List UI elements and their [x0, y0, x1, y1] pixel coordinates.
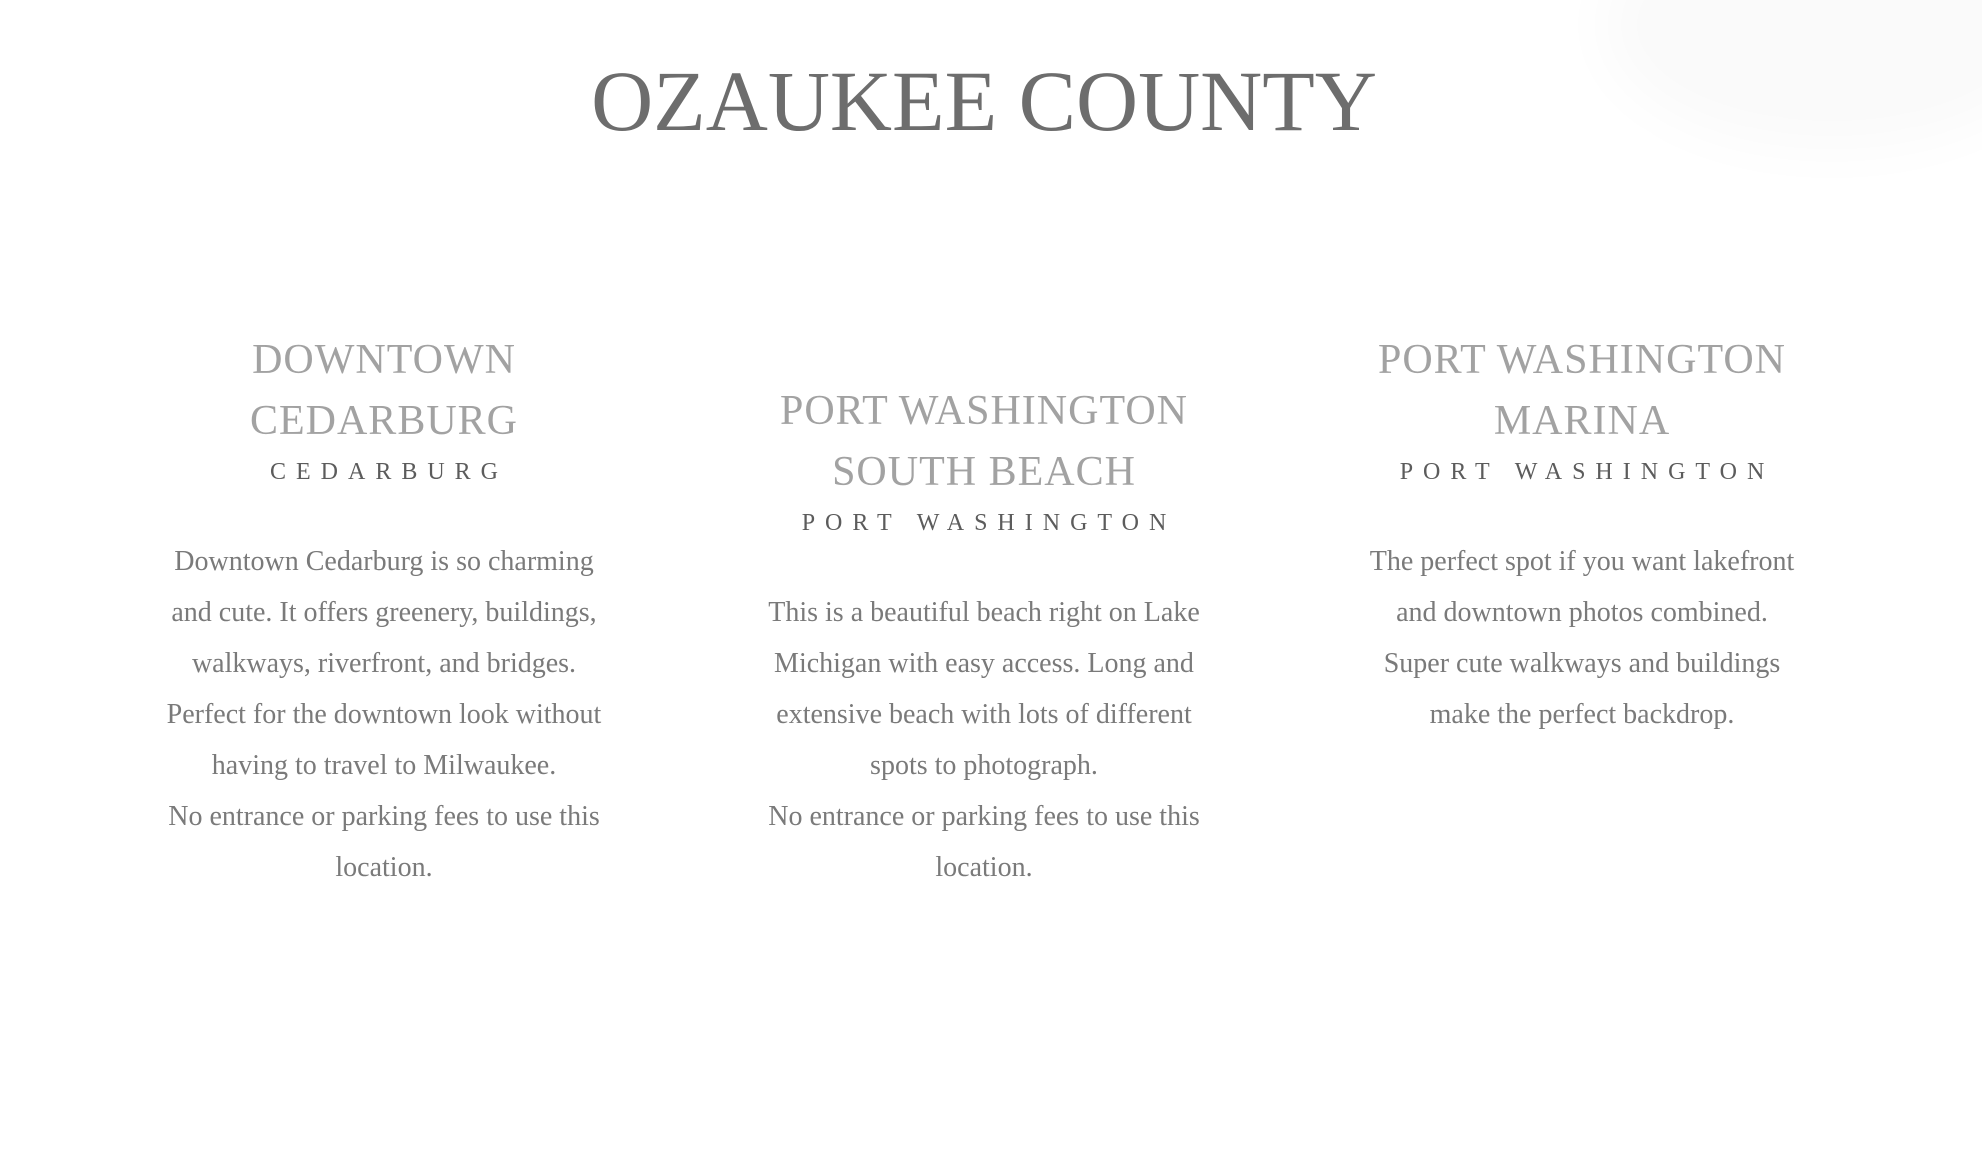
description-paragraph: This is a beautiful beach right on Lake Michigan with easy access. Long and extensive beach with lots of different spots to photograph. — [768, 597, 1200, 781]
location-description — [164, 536, 604, 893]
description-paragraph: No entrance or parking fees to use this location. — [168, 801, 600, 883]
location-name-line1: DOWNTOWN — [252, 337, 516, 383]
location-city: PORT WASHINGTON — [1399, 459, 1775, 485]
location-name — [149, 330, 619, 452]
location-card-downtown-cedarburg — [149, 330, 619, 893]
description-paragraph: Downtown Cedarburg is so charming and cute. It offers greenery, buildings, walkways, riverfront, and bridges. — [171, 546, 597, 679]
location-name — [1347, 330, 1817, 452]
location-card-port-washington-south-beach — [749, 381, 1219, 893]
location-description — [764, 587, 1204, 893]
location-name-line2: MARINA — [1493, 398, 1671, 444]
page-title: OZAUKEE COUNTY — [591, 53, 1377, 149]
description-paragraph: Perfect for the downtown look without having to travel to Milwaukee. — [166, 699, 602, 781]
description-paragraph: No entrance or parking fees to use this location. — [768, 801, 1200, 883]
location-city: PORT WASHINGTON — [801, 510, 1177, 536]
location-name-line1: PORT WASHINGTON — [779, 388, 1189, 434]
description-paragraph: The perfect spot if you want lakefront and downtown photos combined. Super cute walkways and buildings make the perfect backdrop. — [1369, 546, 1795, 730]
location-name-line2: CEDARBURG — [249, 398, 519, 444]
location-name-line2: SOUTH BEACH — [832, 449, 1136, 495]
location-card-port-washington-marina — [1347, 330, 1817, 740]
location-name — [749, 381, 1219, 503]
location-description — [1362, 536, 1802, 740]
location-name-line1: PORT WASHINGTON — [1377, 337, 1787, 383]
location-city: CEDARBURG — [269, 459, 509, 485]
